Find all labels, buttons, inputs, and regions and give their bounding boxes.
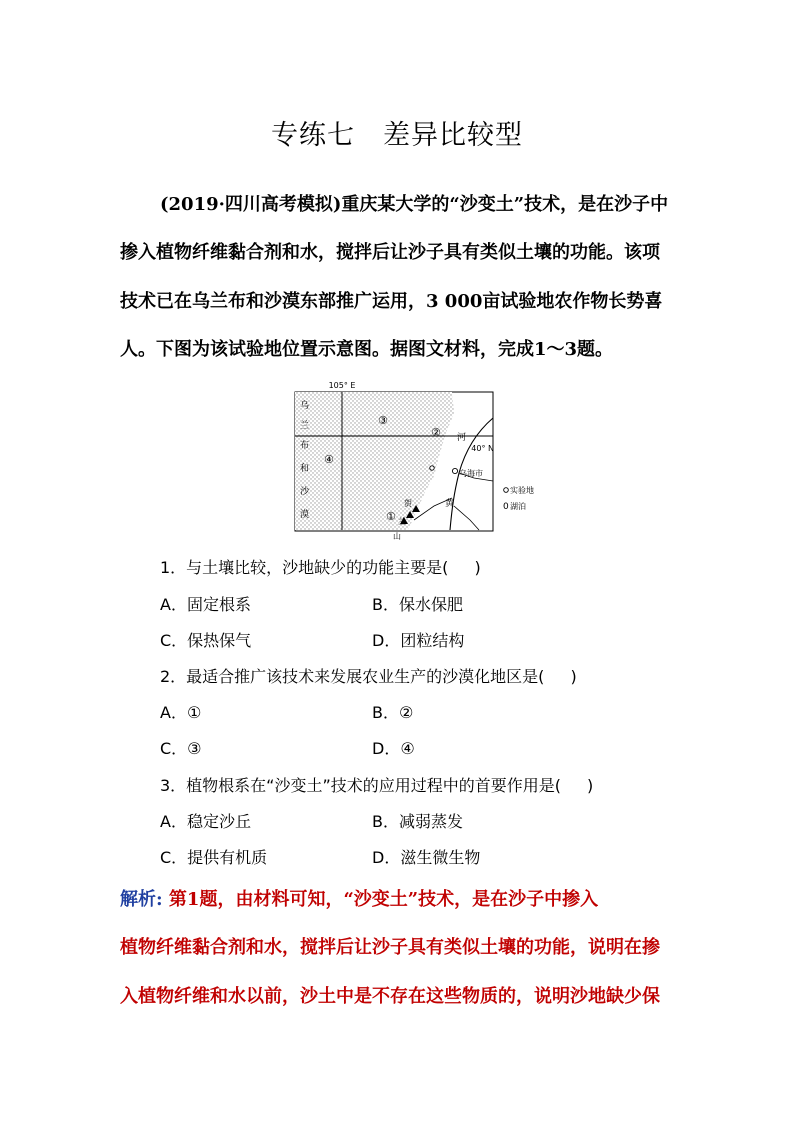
- mountain-char-2: 兰: [398, 517, 406, 526]
- latitude-label: 40° N: [471, 444, 494, 453]
- page-title: 专练七 差异比较型: [271, 120, 523, 151]
- question-2-close: ): [570, 667, 577, 686]
- q2-option-d[interactable]: D．④: [372, 739, 415, 758]
- location-map: [294, 378, 534, 545]
- analysis-line-2: 植物纤维黏合剂和水，搅拌后让沙子具有类似土壤的功能，说明在掺: [120, 937, 660, 958]
- city-label: 乌海市: [459, 469, 483, 478]
- question-3-close: ): [587, 776, 594, 795]
- question-2: [160, 664, 577, 687]
- river-char-1: 河: [457, 433, 467, 443]
- desert-char-5: 沙: [300, 487, 310, 497]
- q1-option-b[interactable]: B．保水保肥: [372, 595, 463, 614]
- region-marker-3: ③: [378, 414, 388, 427]
- river-char-2: 黄: [445, 499, 455, 509]
- legend-lake-icon: 0: [503, 502, 509, 512]
- analysis-label: 解析:: [120, 889, 163, 910]
- question-3: [160, 773, 593, 796]
- q2-option-b[interactable]: B．②: [372, 703, 414, 722]
- legend-site-icon: [504, 488, 509, 493]
- q3-option-d[interactable]: D．滋生微生物: [372, 848, 481, 867]
- desert-char-1: 乌: [300, 401, 310, 411]
- q1-option-d[interactable]: D．团粒结构: [372, 631, 465, 650]
- q3-option-b[interactable]: B．减弱蒸发: [372, 812, 463, 831]
- legend-site-label: 实验地: [510, 486, 534, 495]
- intro-line-4: 人。下图为该试验地位置示意图。据图文材料，完成1～3题。: [120, 339, 614, 360]
- q2-option-a[interactable]: A．①: [160, 703, 202, 722]
- desert-char-4: 和: [300, 464, 310, 474]
- question-1: [160, 555, 481, 578]
- analysis-line-3: 入植物纤维和水以前，沙土中是不存在这些物质的，说明沙地缺少保: [120, 986, 660, 1007]
- legend-lake-label: 湖泊: [510, 502, 526, 511]
- city-marker: [452, 468, 457, 473]
- desert-char-3: 布: [300, 441, 310, 451]
- analysis-text-1: 第1题，由材料可知，“沙变土”技术，是在沙子中掺入: [162, 889, 599, 910]
- q3-option-a[interactable]: A．稳定沙丘: [160, 812, 251, 831]
- mountain-char-1: 贺: [404, 499, 412, 508]
- q2-option-c[interactable]: C．③: [160, 739, 202, 758]
- region-marker-1: ①: [386, 510, 396, 523]
- intro-line-3: 技术已在乌兰布和沙漠东部推广运用，3 000亩试验地农作物长势喜: [120, 291, 663, 312]
- q1-option-a[interactable]: A．固定根系: [160, 595, 251, 614]
- region-marker-2: ②: [431, 426, 441, 439]
- question-2-stem: 2．最适合推广该技术来发展农业生产的沙漠化地区是(: [160, 667, 545, 686]
- q3-option-c[interactable]: C．提供有机质: [160, 848, 268, 867]
- question-1-close: ): [474, 558, 481, 577]
- analysis-line-1: [120, 885, 680, 911]
- longitude-label: 105° E: [328, 381, 356, 390]
- region-dot: [430, 466, 434, 470]
- question-1-stem: 1．与土壤比较，沙地缺少的功能主要是(: [160, 558, 449, 577]
- desert-char-6: 漠: [300, 510, 310, 520]
- q1-option-c[interactable]: C．保热保气: [160, 631, 252, 650]
- mountain-char-3: 山: [393, 532, 401, 541]
- question-3-stem: 3．植物根系在“沙变土”技术的应用过程中的首要作用是(: [160, 776, 562, 795]
- intro-line-1: (2019·四川高考模拟)重庆某大学的“沙变土”技术，是在沙子中: [160, 194, 669, 215]
- region-marker-4: ④: [324, 453, 334, 466]
- intro-line-2: 掺入植物纤维黏合剂和水，搅拌后让沙子具有类似土壤的功能。该项: [120, 242, 660, 263]
- desert-char-2: 兰: [300, 421, 310, 431]
